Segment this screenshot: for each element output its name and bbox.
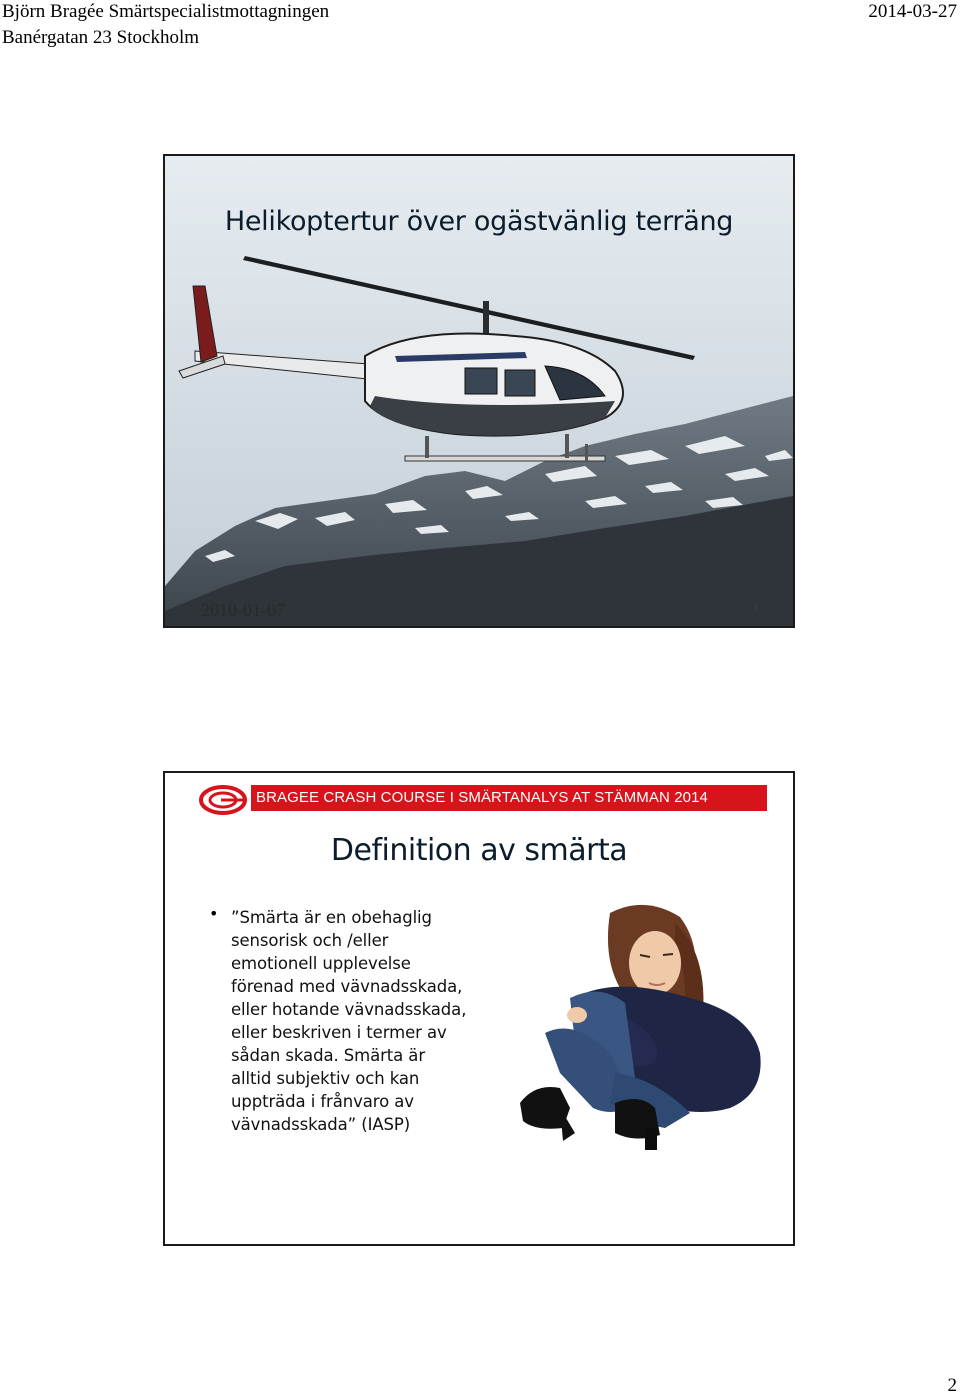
- sitting-woman-photo: [515, 903, 775, 1153]
- bullet-icon: •: [209, 904, 219, 923]
- header-author-clinic: Björn Bragée Smärtspecialistmottagningen: [2, 1, 330, 22]
- bragee-logo-icon: [199, 785, 247, 815]
- slide-title: Definition av smärta: [330, 833, 628, 868]
- header-address: Banérgatan 23 Stockholm: [2, 27, 200, 48]
- page-number: 2: [947, 1375, 957, 1396]
- slide-helicopter: [163, 154, 795, 628]
- course-banner: BRAGEE CRASH COURSE I SMÄRTANALYS AT STÄMMAN 2014: [251, 785, 767, 811]
- slide-title: Helikoptertur över ogästvänlig terräng: [224, 206, 734, 237]
- slide-date: 2010-01-07: [201, 600, 285, 620]
- slide-number: 3: [753, 603, 758, 614]
- slide-definition: [163, 771, 795, 1246]
- definition-text: ”Smärta är en obehaglig sensorisk och /eller emotionell upplevelse förenad med vävnadsskada, eller hotande vävnadsskada, eller beskriven i termer av sådan skada. Smärta är alltid subjektiv och kan uppträda i frånvaro av vävnadsskada” (IASP): [231, 908, 467, 1134]
- header-date: 2014-03-27: [868, 1, 957, 22]
